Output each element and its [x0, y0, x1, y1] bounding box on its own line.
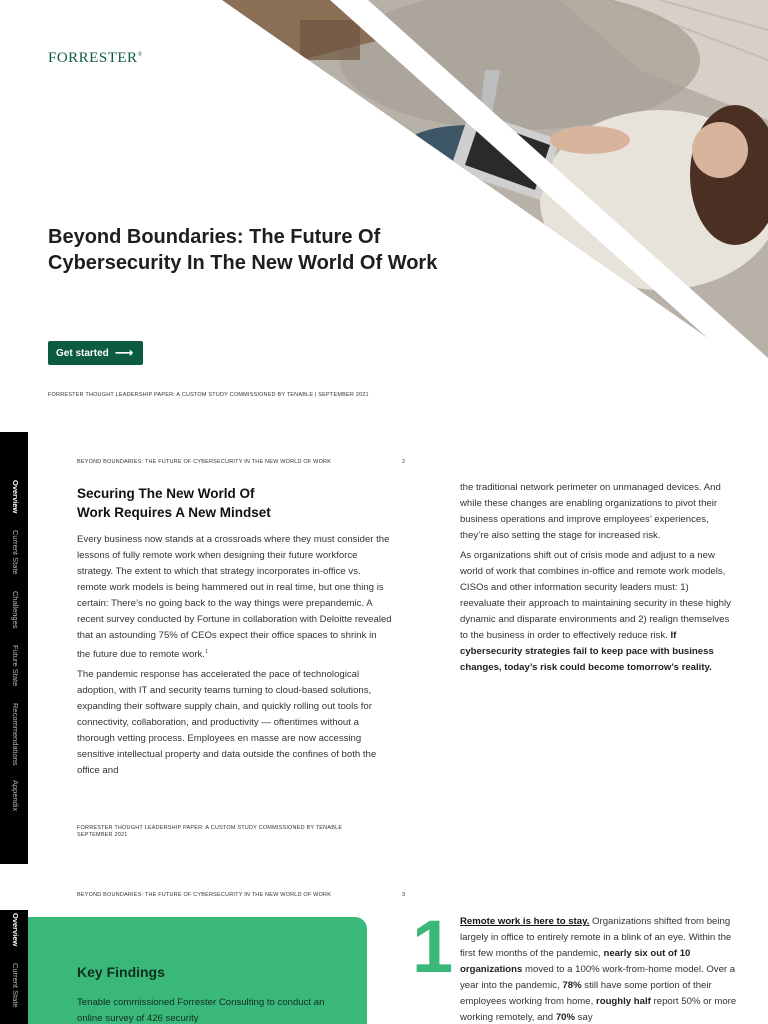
section-sidebar [0, 432, 28, 864]
page-3 [0, 864, 768, 1024]
sidebar-item-recommendations[interactable]: Recommendations [11, 703, 20, 766]
sidebar-item-future-state[interactable]: Future State [11, 645, 20, 687]
section-sidebar [0, 910, 28, 1024]
key-findings-text: Tenable commissioned Forrester Consulting to conduct an online survey of 426 security [77, 997, 325, 1024]
paragraph: Every business now stands at a crossroads where they must consider the lessons of fully remote work when designing their future workforce strategy. The extent to which that strategy incorporates in-office vs. remote work models is being hammered out in real time, but one thing is certain: There’s no going back to the way things were prepandemic. A recent survey conducted by Fortune in collaboration with Deloitte revealed that an astounding 75% of CEOs expect their office spaces to shrink in the future due to remote work.$^1$ [77, 534, 392, 661]
section-heading [77, 484, 377, 522]
running-head: BEYOND BOUNDARIES: THE FUTURE OF CYBERSECURITY IN THE NEW WORLD OF WORK [77, 459, 332, 465]
section-heading-line-2: Work Requires A New Mindset [77, 505, 271, 520]
running-head: BEYOND BOUNDARIES: THE FUTURE OF CYBERSECURITY IN THE NEW WORLD OF WORK [77, 892, 332, 898]
page-number: 2 [402, 459, 406, 465]
get-started-label: Get started [56, 347, 109, 359]
sidebar-item-current-state[interactable]: Current State [11, 530, 20, 575]
arrow-right-icon: ⟶ [114, 345, 134, 360]
sidebar-item-overview[interactable]: Overview [11, 480, 20, 514]
sidebar-item-overview[interactable]: Overview [11, 913, 20, 947]
page-2 [0, 432, 768, 864]
body-column-right [460, 480, 735, 680]
cover-footer: FORRESTER THOUGHT LEADERSHIP PAPER: A CUSTOM STUDY COMMISSIONED BY TENABLE | SEPTEMBER 2021 [48, 392, 369, 398]
finding-number: 1 [412, 905, 454, 988]
sidebar-item-challenges[interactable]: Challenges [11, 591, 20, 629]
key-findings-title: Key Findings [77, 964, 165, 980]
paragraph: The pandemic response has accelerated the pace of technological adoption, with IT and security teams turning to cloud-based solutions, expanding their software supply chain, and quickly rolling out tools for connectivity, collaboration, and productivity — oftentimes without a thorough vetting process. Employees en masse are now accessing sensitive intellectual property and data outside the confines of both the office and [77, 669, 377, 777]
footnote-marker[interactable]: 1 [204, 649, 208, 655]
page-footer: FORRESTER THOUGHT LEADERSHIP PAPER: A CUSTOM STUDY COMMISSIONED BY TENABLE SEPTEMBER 2021 [77, 825, 343, 838]
cover-page [0, 0, 768, 432]
finding-1-text: Remote work is here to stay. Organizations shifted from being largely in office to entirely remote in a blink of an eye. Within the first few months of the pandemic, nearly six out of 10 organizations moved to a 100% work-from-home model. Over a year into the pandemic, 78% still have some portion of their employees working from home, roughly half report 50% or more working remotely, and 70% say [460, 916, 737, 1023]
body-column-left [77, 532, 392, 783]
paragraph: the traditional network perimeter on unmanaged devices. And while these changes are enabling organizations to pivot their business operations and improve employees’ experiences, they’re also setting the stage for increased risk. [460, 482, 721, 541]
sidebar-item-appendix[interactable]: Appendix [11, 780, 20, 812]
paragraph: As organizations shift out of crisis mode and adjust to a new world of work that combines in-office and remote work models, CISOs and other information security leaders must: 1) reevaluate their approach to maintaining security in these highly dynamic and disparate environments and 2) realign themselves to the business in order to effectively reduce risk. If cybersecurity strategies fail to keep pace with business changes, today’s risk could become tomorrow’s reality. [460, 550, 731, 673]
sidebar-item-current-state[interactable]: Current State [11, 963, 20, 1008]
emphasis-text: If cybersecurity strategies fail to keep pace with business changes, today’s risk could become tomorrow’s reality. [460, 630, 714, 673]
cover-title: Beyond Boundaries: The Future Of Cybersecurity In The New World Of Work [48, 226, 438, 274]
get-started-button[interactable] [48, 341, 143, 365]
forrester-logo: FORRESTER® [48, 50, 143, 66]
page-number: 3 [402, 892, 406, 898]
section-heading-line-1: Securing The New World Of [77, 486, 255, 501]
finding-lead-link[interactable]: Remote work is here to stay. [460, 916, 590, 927]
